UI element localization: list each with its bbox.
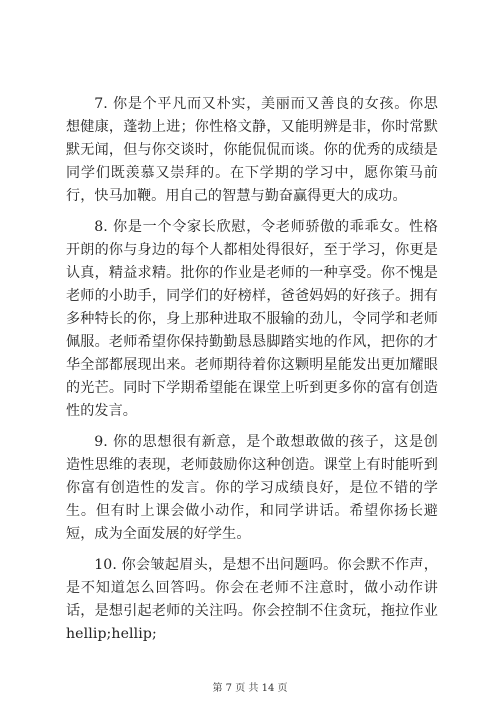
page-footer: 第 7 页 共 14 页: [212, 683, 288, 694]
paragraph-9: 9. 你的思想很有新意，是个敢想敢做的孩子，这是创造性思维的表现，老师鼓励你这种创造。课堂上有时能听到你富有创造性的发言。你的学习成绩良好，是位不错的学生。但有时上课会做小动作，和同学讲话。希望你扬长避短，成为全面发展的好学生。: [66, 434, 438, 542]
document-body: [66, 93, 438, 654]
paragraph-10: 10. 你会皱起眉头，是想不出问题吗。你会默不作声，是不知道怎么回答吗。你会在老师不注意时，做小动作讲话，是想引起老师的关注吗。你会控制不住贪玩，拖拉作业 hellip;hellip;: [66, 557, 438, 642]
paragraph-7: 7. 你是个平凡而又朴实，美丽而又善良的女孩。你思想健康，蓬勃上进；你性格文静，又能明辨是非，你时常默默无闻，但与你交谈时，你能侃侃而谈。你的优秀的成绩是同学们既羡慕又崇拜的。在下学期的学习中，愿你策马前行，快马加鞭。用自己的智慧与勤奋赢得更大的成功。: [66, 96, 438, 204]
paragraph-8: 8. 你是一个令家长欣慰，令老师骄傲的乖乖女。性格开朗的你与身边的每个人都相处得很好，至于学习，你更是认真，精益求精。批你的作业是老师的一种享受。你不愧是老师的小助手，同学们的好榜样，爸爸妈妈的好孩子。拥有多种特长的你，身上那种进取不服输的劲儿，令同学和老师佩服。老师希望你保持勤勤恳恳脚踏实地的作风，把你的才华全部都展现出来。老师期待着你这颗明星能发出更加耀眼的光芒。同时下学期希望能在课堂上听到更多你的富有创造性的发言。: [66, 219, 438, 419]
